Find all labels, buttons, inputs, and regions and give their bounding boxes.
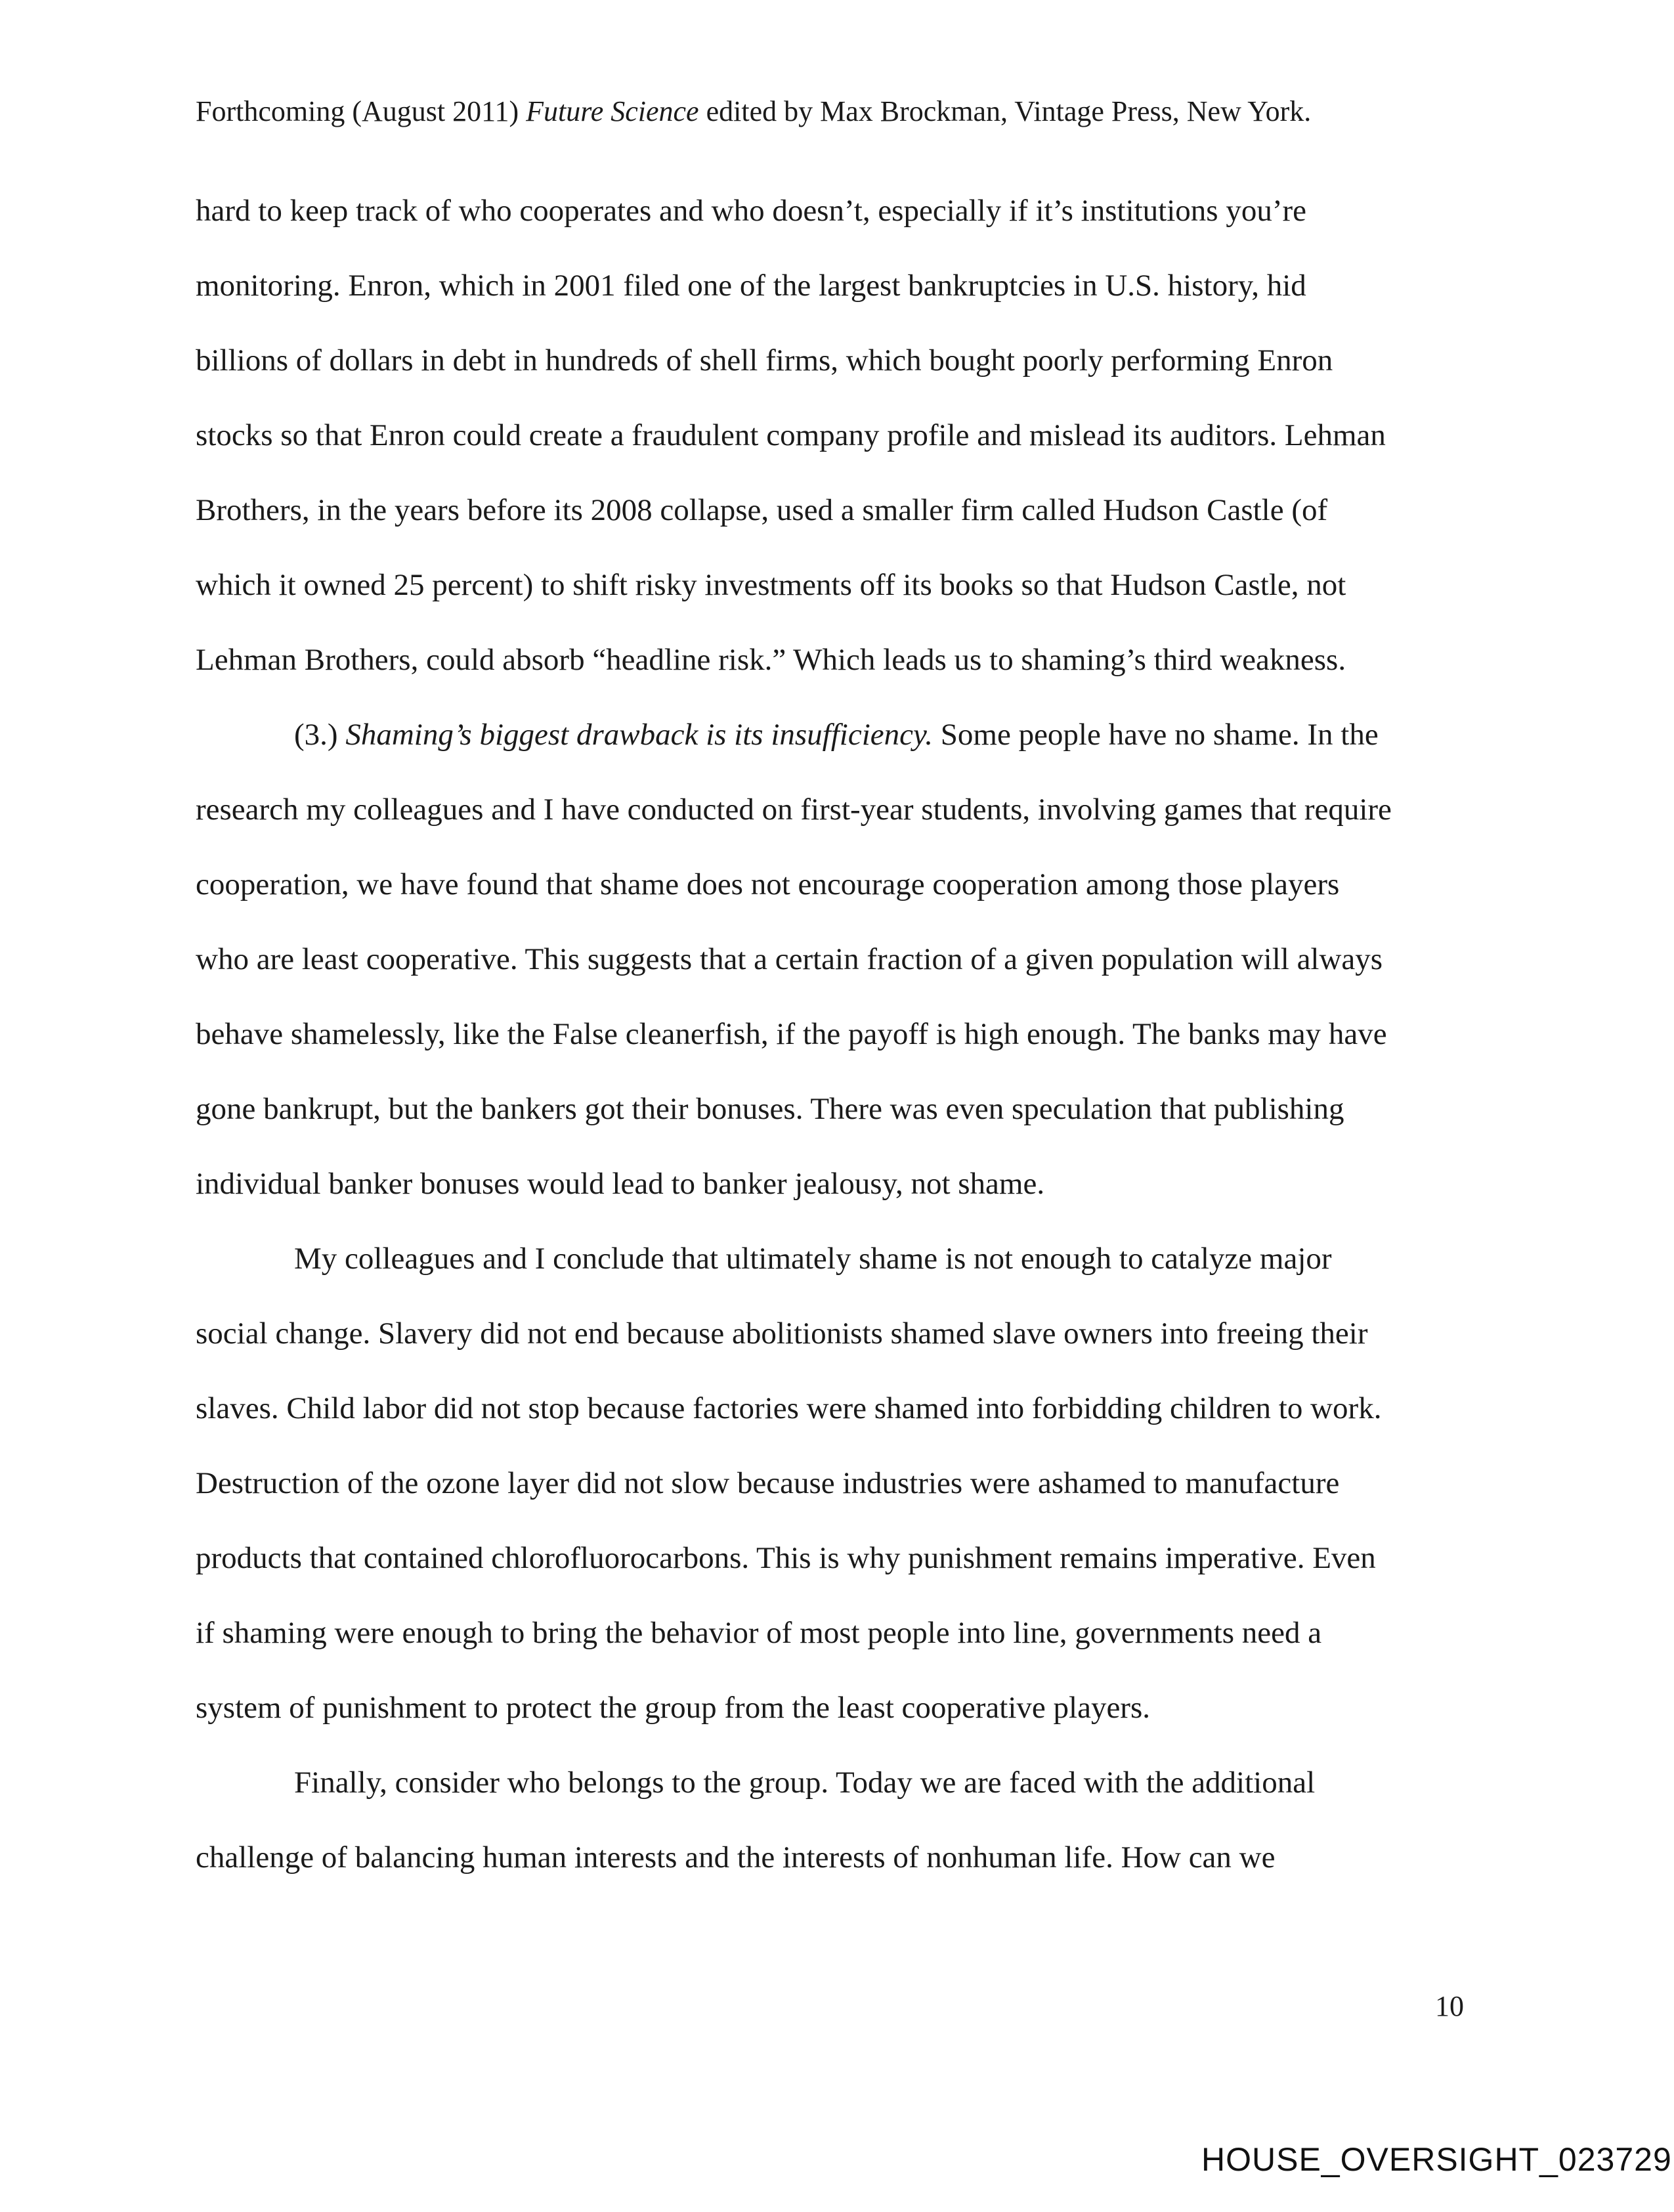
text-line: hard to keep track of who cooperates and who doesn’t, especially if it’s institutions you’re: [196, 194, 1306, 228]
text-line: if shaming were enough to bring the behavior of most people into line, governments need a: [196, 1616, 1322, 1650]
page-number: 10: [1435, 1990, 1464, 2022]
body-text: [196, 196, 1484, 1917]
text-line: social change. Slavery did not end because abolitionists shamed slave owners into freeing their: [196, 1316, 1368, 1351]
text-line: challenge of balancing human interests and the interests of nonhuman life. How can we: [196, 1840, 1276, 1875]
paragraph-start-line: Finally, consider who belongs to the group. Today we are faced with the additional: [294, 1766, 1316, 1800]
header-prefix: Forthcoming (August 2011): [196, 95, 526, 127]
text-line: slaves. Child labor did not stop because factories were shamed into forbidding children to work.: [196, 1391, 1382, 1425]
text-line: system of punishment to protect the group from the least cooperative players.: [196, 1691, 1150, 1725]
point-3-number: (3.): [294, 718, 346, 752]
bates-stamp: HOUSE_OVERSIGHT_023729: [1201, 2141, 1672, 2178]
paragraph-start-line: My colleagues and I conclude that ultimately shame is not enough to catalyze major: [294, 1242, 1332, 1276]
text-line: products that contained chlorofluorocarbons. This is why punishment remains imperative. Even: [196, 1541, 1376, 1575]
point-3-rest: Some people have no shame. In the: [933, 718, 1379, 752]
text-line: Brothers, in the years before its 2008 collapse, used a smaller firm called Hudson Castle (of: [196, 493, 1328, 527]
text-line: cooperation, we have found that shame does not encourage cooperation among those players: [196, 867, 1340, 901]
text-line: monitoring. Enron, which in 2001 filed one of the largest bankruptcies in U.S. history, hid: [196, 269, 1306, 303]
header-book-title: Future Science: [526, 95, 699, 127]
text-line: Lehman Brothers, could absorb “headline risk.” Which leads us to shaming’s third weakness.: [196, 643, 1346, 677]
text-line: stocks so that Enron could create a fraudulent company profile and mislead its auditors. Lehman: [196, 418, 1386, 452]
text-line: billions of dollars in debt in hundreds of shell firms, which bought poorly performing Enron: [196, 343, 1333, 378]
text-line: gone bankrupt, but the bankers got their bonuses. There was even speculation that publishing: [196, 1092, 1344, 1126]
text-line: individual banker bonuses would lead to banker jealousy, not shame.: [196, 1167, 1045, 1201]
text-line: who are least cooperative. This suggests that a certain fraction of a given population will always: [196, 942, 1383, 976]
running-header: [196, 97, 1311, 126]
point-3-line: [196, 720, 1484, 794]
text-line: which it owned 25 percent) to shift risky investments off its books so that Hudson Castle, not: [196, 568, 1346, 602]
point-3-emphasis: Shaming’s biggest drawback is its insufficiency.: [345, 718, 934, 752]
text-line: behave shamelessly, like the False cleanerfish, if the payoff is high enough. The banks may have: [196, 1017, 1387, 1051]
header-suffix: edited by Max Brockman, Vintage Press, New York.: [698, 95, 1312, 127]
text-line: research my colleagues and I have conducted on first-year students, involving games that require: [196, 792, 1392, 827]
text-line: Destruction of the ozone layer did not slow because industries were ashamed to manufacture: [196, 1466, 1340, 1500]
